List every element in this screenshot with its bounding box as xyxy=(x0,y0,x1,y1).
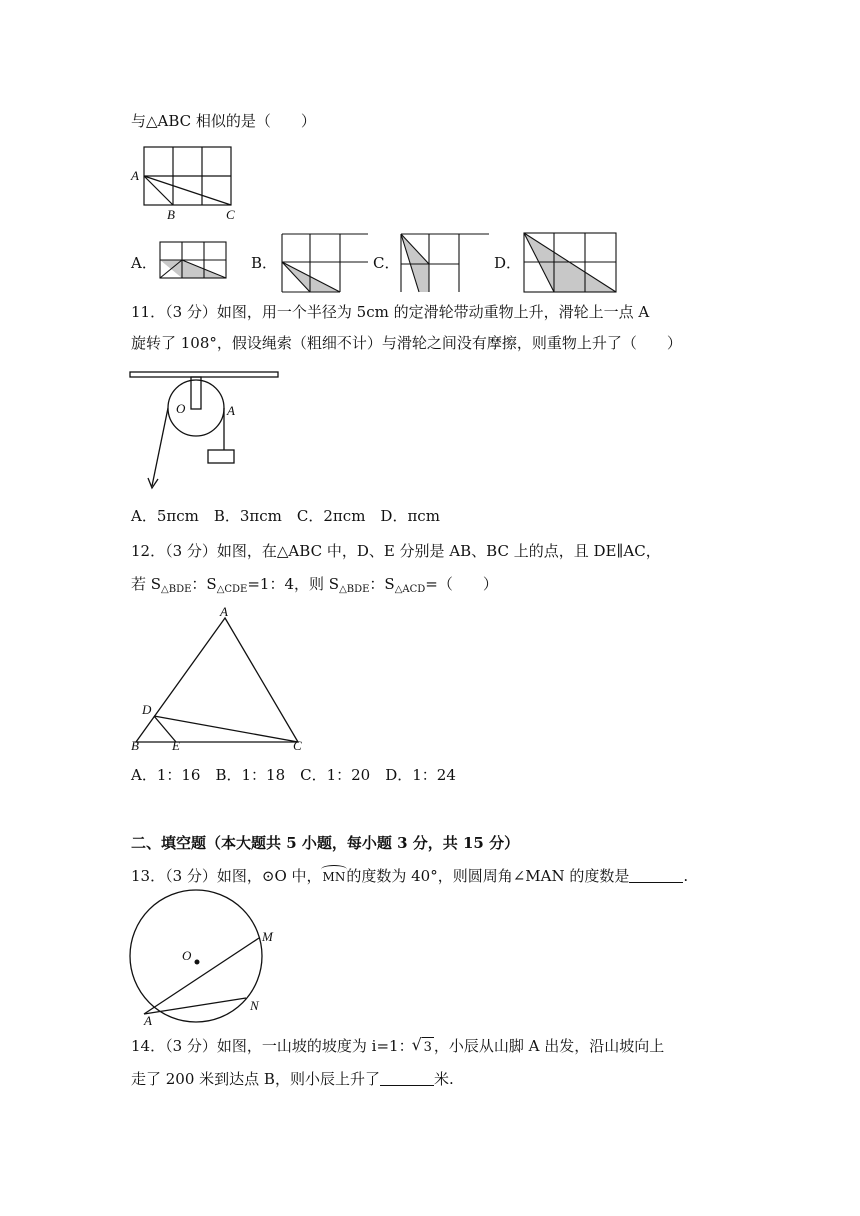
q12-text-line2: 若 $S_{\triangle BDE}$：$S_{\triangle CDE}=1$：4，则 $S_{\triangle BDE}$：$S_{\triangle ACD}=$（ ） xyxy=(131,575,498,595)
q13-label-n: N xyxy=(250,998,259,1013)
q11-pulley-figure xyxy=(128,368,288,496)
q10-label-c: C xyxy=(226,207,235,222)
q11-text-line1: 11．（3 分）如图，用一个半径为 5cm 的定滑轮带动重物上升，滑轮上一点 A xyxy=(131,303,650,321)
q12-options: A．1：16 B．1：18 C．1：20 D．1：24 xyxy=(131,766,456,784)
q10-option-d-figure xyxy=(521,230,621,296)
q13-label-m: M xyxy=(262,929,273,944)
q13-label-a: A xyxy=(144,1013,152,1028)
q10-label-b: B xyxy=(167,207,175,222)
q12-label-c: C xyxy=(293,738,302,753)
q10-option-b-label: B． xyxy=(251,254,278,272)
q13-answer-blank xyxy=(629,868,683,883)
q12-label-a: A xyxy=(220,604,228,619)
q13-label-o: O xyxy=(182,948,192,963)
q11-text-line2: 旋转了 108°，假设绳索（粗细不计）与滑轮之间没有摩擦，则重物上升了（ ） xyxy=(131,334,682,352)
q12-text-line1: 12．（3 分）如图，在△ABC 中，D、E 分别是 AB、BC 上的点，且 DE∥AC， xyxy=(131,542,661,560)
q11-label-a: A xyxy=(227,403,235,418)
sqrt-symbol: √ 3 xyxy=(422,1037,434,1058)
q12-triangle-figure xyxy=(128,604,308,752)
q10-option-d-label: D． xyxy=(494,254,522,272)
arc-mn-symbol: MN xyxy=(322,867,347,887)
q12-label-b: B xyxy=(131,738,139,753)
q10-option-a-figure xyxy=(158,240,228,280)
q14-answer-blank xyxy=(380,1071,434,1086)
q10-figure-abc xyxy=(128,145,248,223)
q10-stem: 与△ABC 相似的是（ ） xyxy=(131,112,316,130)
q10-option-a-label: A． xyxy=(131,254,157,272)
q14-text-line1: 14．（3 分）如图，一山坡的坡度为 i=1：√ 3 ，小辰从山脚 A 出发，沿山坡向上 xyxy=(131,1036,664,1058)
q11-label-o: O xyxy=(176,401,186,416)
q10-option-b-figure xyxy=(280,232,372,294)
q11-options: A．5πcm B．3πcm C．2πcm D．πcm xyxy=(131,507,440,525)
q13-text: 13．（3 分）如图，⊙O 中，MN的度数为 40°，则圆周角∠MAN 的度数是 . xyxy=(131,867,689,885)
q10-option-c-figure xyxy=(399,232,491,294)
q12-label-d: D xyxy=(142,702,152,717)
q14-text-line2: 走了 200 米到达点 B，则小辰上升了 米. xyxy=(131,1070,454,1088)
q12-label-e: E xyxy=(172,738,180,753)
q13-circle-figure xyxy=(128,890,296,1026)
section-title: 二、填空题（本大题共 5 小题，每小题 3 分，共 15 分） xyxy=(131,834,520,852)
q10-label-a: A xyxy=(131,168,139,183)
q10-option-c-label: C． xyxy=(373,254,400,272)
